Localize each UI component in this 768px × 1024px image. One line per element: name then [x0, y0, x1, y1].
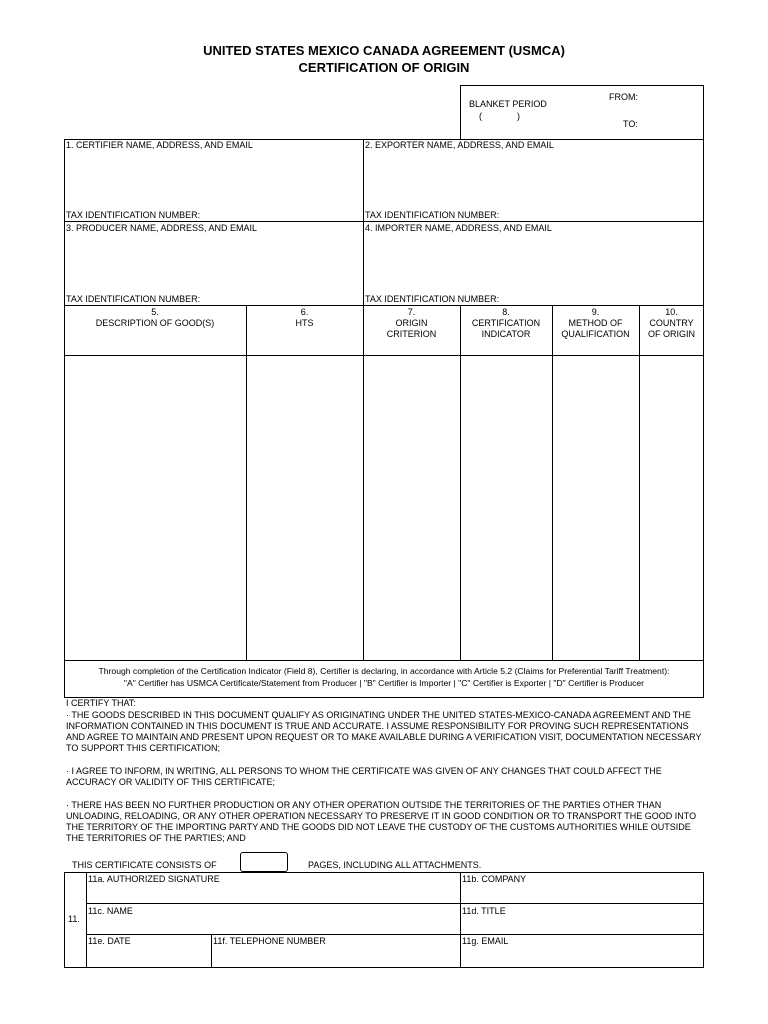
form-title-line2: CERTIFICATION OF ORIGIN [298, 60, 470, 75]
date-input[interactable] [87, 946, 210, 967]
goods-hts-cell[interactable] [247, 356, 363, 660]
table-top-line [64, 305, 704, 306]
col-header-origin-criterion: 7. ORIGIN CRITERION [386, 307, 437, 339]
pages-count-input[interactable] [240, 852, 288, 872]
producer-tin-label: TAX IDENTIFICATION NUMBER: [66, 294, 201, 304]
importer-field-label: 4. IMPORTER NAME, ADDRESS, AND EMAIL [365, 223, 552, 233]
company-input[interactable] [461, 884, 703, 903]
title-label: 11d. TITLE [462, 906, 506, 916]
signature-row-line-2 [86, 934, 704, 935]
form-title-line1: UNITED STATES MEXICO CANADA AGREEMENT (USMCA) [203, 43, 565, 58]
certifier-field-label: 1. CERTIFIER NAME, ADDRESS, AND EMAIL [66, 140, 253, 150]
name-label: 11c. NAME [88, 906, 133, 916]
title-input[interactable] [461, 916, 703, 934]
telephone-label: 11f. TELEPHONE NUMBER [213, 936, 326, 946]
col-header-description: 5. DESCRIPTION OF GOOD(S) [95, 307, 215, 328]
certify-paragraph-2: · I AGREE TO INFORM, IN WRITING, ALL PERSONS TO WHOM THE CERTIFICATE WAS GIVEN OF ANY CHANGES THAT COULD AFFECT THE ACCURACY OR VALIDITY OF THIS CERTIFICATE; [66, 766, 662, 787]
authorized-signature-input[interactable] [87, 884, 459, 903]
col-header-certification-indicator: 8. CERTIFICATION INDICATOR [471, 307, 541, 339]
blanket-period-parens: ( ) [479, 111, 521, 121]
col-header-method-of-qualification: 9. METHOD OF QUALIFICATION [561, 307, 630, 339]
goods-method-cell[interactable] [553, 356, 639, 660]
producer-input-area[interactable] [66, 235, 362, 293]
authorized-signature-label: 11a. AUTHORIZED SIGNATURE [88, 874, 220, 884]
email-input[interactable] [461, 946, 703, 967]
blanket-from-label: FROM: [609, 92, 638, 102]
goods-origin-criterion-cell[interactable] [364, 356, 460, 660]
telephone-input[interactable] [212, 946, 459, 967]
field-divider-1-2 [363, 139, 364, 306]
blanket-to-label: TO: [623, 119, 638, 129]
field-row-divider [64, 221, 704, 222]
pages-label-after: PAGES, INCLUDING ALL ATTACHMENTS. [308, 860, 482, 870]
email-label: 11g. EMAIL [462, 936, 509, 946]
exporter-field-label: 2. EXPORTER NAME, ADDRESS, AND EMAIL [365, 140, 554, 150]
certify-paragraph-1: · THE GOODS DESCRIBED IN THIS DOCUMENT QUALIFY AS ORIGINATING UNDER THE UNITED STATES-MEXICO-CANADA AGREEMENT AND THE INFORMATION CONTAINED IN THIS DOCUMENT IS TRUE AND ACCURATE. I ASSUME RESPONSIBILITY FOR PROVING SUCH REPRESENTATIONS AND AGREE TO MAINTAIN AND PRESENT UPON REQUEST OR TO MAKE AVAILABLE DURING A VERIFICATION VISIT, DOCUMENTATION NECESSARY TO SUPPORT THIS CERTIFICATION; [66, 710, 702, 753]
company-label: 11b. COMPANY [462, 874, 527, 884]
goods-certification-indicator-cell[interactable] [461, 356, 552, 660]
certify-paragraph-3: · THERE HAS BEEN NO FURTHER PRODUCTION OR ANY OTHER OPERATION OUTSIDE THE TERRITORIES OF THE PARTIES OTHER THAN UNLOADING, RELOADING, OR ANY OTHER OPERATION NECESSARY TO PRESERVE IT IN GOOD CONDITION OR TO TRANSPORT THE GOOD INTO THE TERRITORY OF THE IMPORTING PARTY AND THE GOODS DID NOT LEAVE THE CUSTODY OF THE CUSTOMS AUTHORITIES WHILE OUTSIDE THE TERRITORIES OF THE PARTIES; AND [66, 800, 697, 843]
col-header-hts: 6. HTS [295, 307, 314, 328]
certification-statement [66, 698, 702, 844]
importer-input-area[interactable] [365, 235, 701, 293]
goods-description-cell[interactable] [65, 356, 246, 660]
pages-label-before: THIS CERTIFICATE CONSISTS OF [72, 860, 217, 870]
table-bottom-line [64, 660, 704, 661]
producer-field-label: 3. PRODUCER NAME, ADDRESS, AND EMAIL [66, 223, 258, 233]
name-input[interactable] [87, 916, 459, 934]
signature-section-number: 11. [68, 914, 80, 924]
exporter-input-area[interactable] [365, 152, 701, 210]
certifier-tin-label: TAX IDENTIFICATION NUMBER: [66, 210, 201, 220]
signature-row-line-1 [86, 903, 704, 904]
goods-country-cell[interactable] [640, 356, 703, 660]
certify-heading: I CERTIFY THAT: [66, 698, 136, 708]
importer-tin-label: TAX IDENTIFICATION NUMBER: [365, 294, 500, 304]
blanket-period-label: BLANKET PERIOD [469, 99, 547, 109]
col-header-country-of-origin: 10. COUNTRY OF ORIGIN [648, 307, 695, 339]
certifier-input-area[interactable] [66, 152, 362, 210]
exporter-tin-label: TAX IDENTIFICATION NUMBER: [365, 210, 500, 220]
date-label: 11e. DATE [88, 936, 131, 946]
indicator-note-line1: Through completion of the Certification Indicator (Field 8), Certifier is declaring, in accordance with Article 5.2 (Claims for Preferential Tariff Treatment): [98, 666, 670, 676]
indicator-note-line2: "A" Certifier has USMCA Certificate/Statement from Producer | "B" Certifier is Importer | "C" Certifier is Exporter | "D" Certifier is Producer [123, 678, 645, 688]
